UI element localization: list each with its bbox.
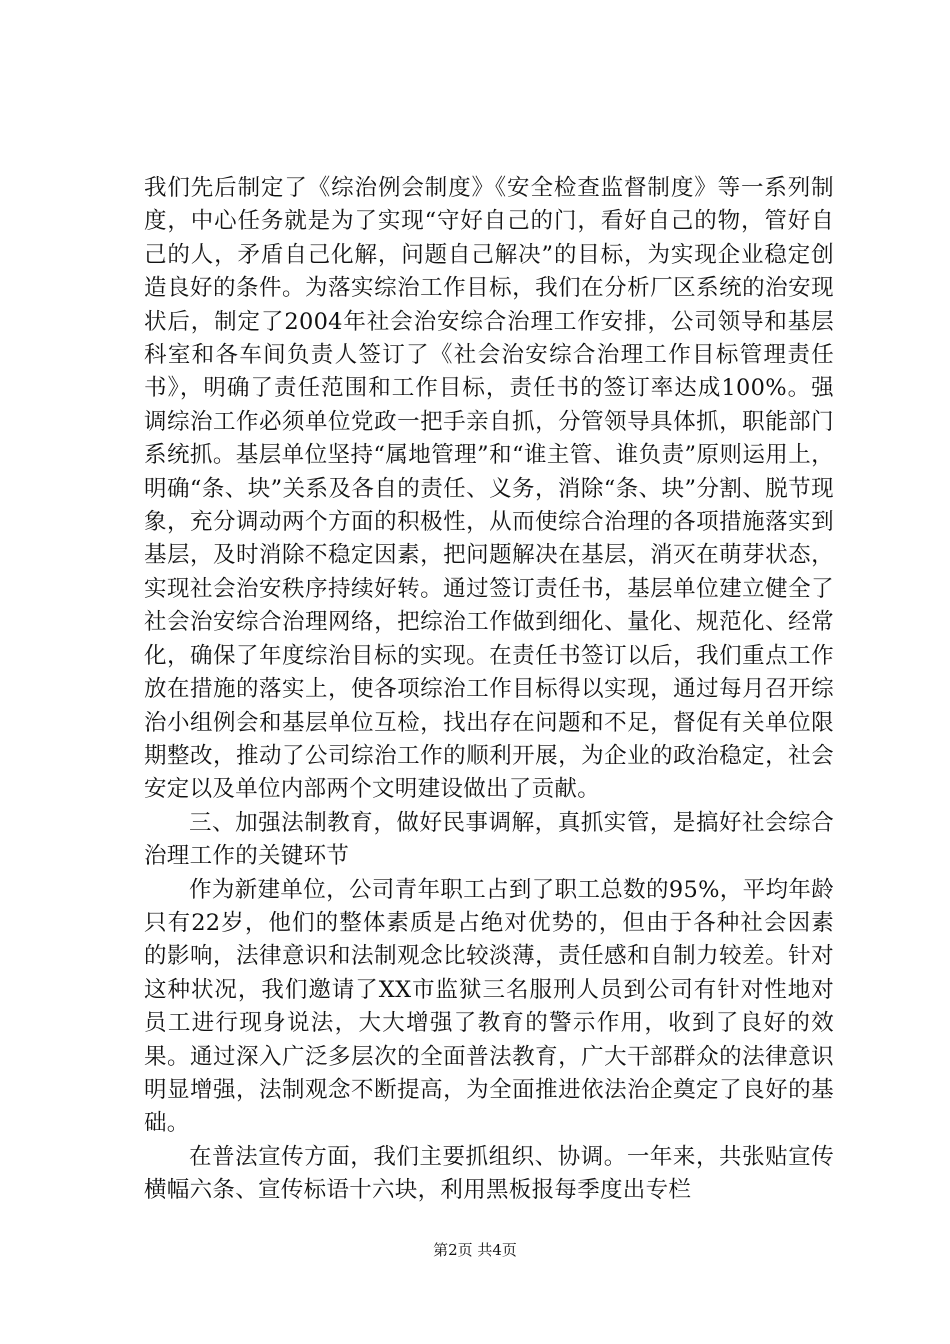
document-body: [144, 172, 834, 1208]
paragraph-2: 作为新建单位，公司青年职工占到了职工总数的95%，平均年龄只有22岁，他们的整体素质是占绝对优势的，但由于各种社会因素的影响，法律意识和法制观念比较淡薄，责任感和自制力较差。针对这种状况，我们邀请了XX市监狱三名服刑人员到公司有针对性地对员工进行现身说法，大大增强了教育的警示作用，收到了良好的效果。通过深入广泛多层次的全面普法教育，广大干部群众的法律意识明显增强，法制观念不断提高，为全面推进依法治企奠定了良好的基础。: [144, 876, 834, 1137]
page-number-footer: 第2页 共4页: [433, 1241, 517, 1259]
paragraph-3: 在普法宣传方面，我们主要抓组织、协调。一年来，共张贴宣传横幅六条、宣传标语十六块，利用黑板报每季度出专栏: [144, 1143, 834, 1204]
paragraph-1: 我们先后制定了《综治例会制度》《安全检查监督制度》等一系列制度，中心任务就是为了实现“守好自己的门，看好自己的物，管好自己的人，矛盾自己化解，问题自己解决”的目标，为实现企业稳定创造良好的条件。为落实综治工作目标，我们在分析厂区系统的治安现状后，制定了2004年社会治安综合治理工作安排，公司领导和基层科室和各车间负责人签订了《社会治安综合治理工作目标管理责任书》，明确了责任范围和工作目标，责任书的签订率达成100%。强调综治工作必须单位党政一把手亲自抓，分管领导具体抓，职能部门系统抓。基层单位坚持“属地管理”和“谁主管、谁负责”原则运用上，明确“条、块”关系及各自的责任、义务，消除“条、块”分割、脱节现象，充分调动两个方面的积极性，从而使综合治理的各项措施落实到基层，及时消除不稳定因素，把问题解决在基层，消灭在萌芽状态，实现社会治安秩序持续好转。通过签订责任书，基层单位建立健全了社会治安综合治理网络，把综治工作做到细化、量化、规范化、经常化，确保了年度综治目标的实现。在责任书签订以后，我们重点工作放在措施的落实上，使各项综治工作目标得以实现，通过每月召开综治小组例会和基层单位互检，找出存在问题和不足，督促有关单位限期整改，推动了公司综治工作的顺利开展，为企业的政治稳定，社会安定以及单位内部两个文明建设做出了贡献。: [144, 175, 834, 803]
section-heading-3: 三、加强法制教育，做好民事调解，真抓实管，是搞好社会综合治理工作的关键环节: [144, 809, 834, 870]
